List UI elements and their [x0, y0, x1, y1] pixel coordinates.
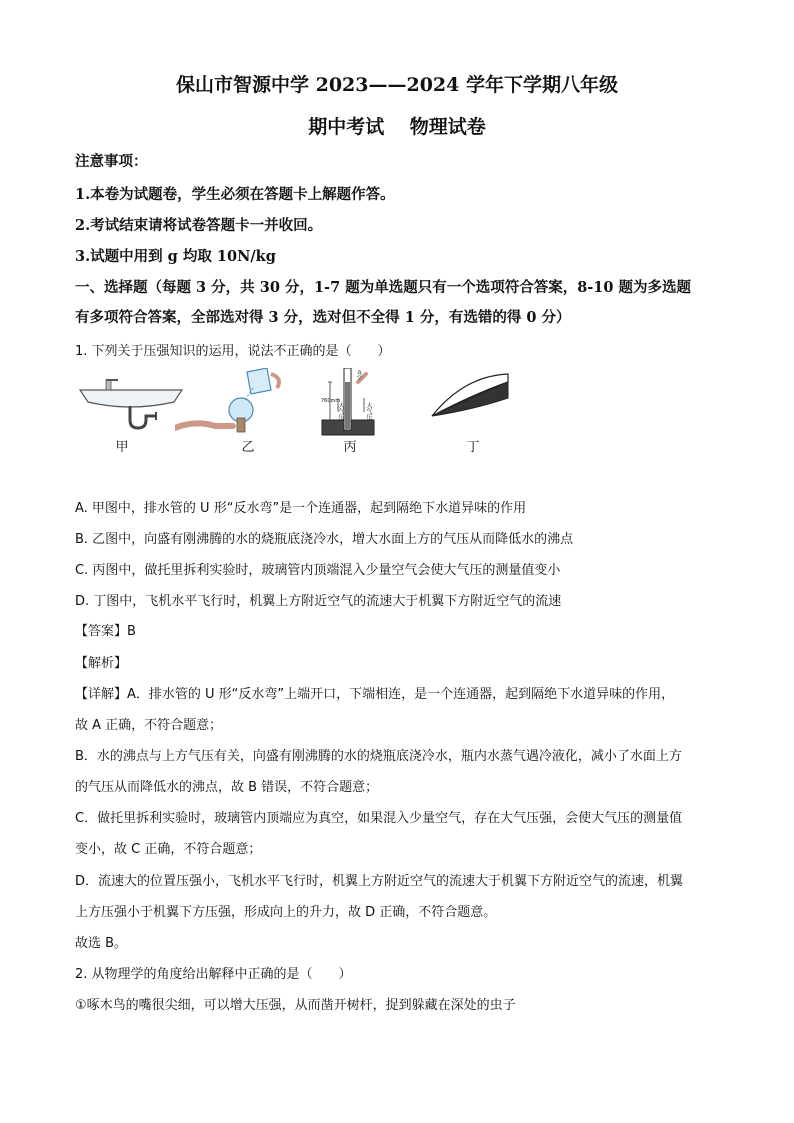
figure-label-yi: 乙: [241, 440, 255, 455]
q1-detail-line: 上方压强小于机翼下方压强，形成向上的升力，故 D 正确，不符合题意。: [75, 905, 497, 920]
flask-figure: [175, 368, 290, 440]
q1-option-b: B. 乙图中，向盛有刚沸腾的水的烧瓶底浇冷水，增大水面上方的气压从而降低水的沸点: [75, 532, 574, 547]
q1-detail-line: 【详解】A．排水管的 U 形“反水弯”上端开口，下端相连，是一个连通器，起到隔绝下水道异味的作用，: [75, 687, 675, 702]
sink-figure: [78, 368, 188, 436]
vacuum-label: 真空: [356, 370, 362, 380]
exam-title-line1: 保山市智源中学 2023——2024 学年下学期八年级: [176, 74, 618, 96]
notes-heading: 注意事项：: [75, 153, 148, 170]
exam-title-line2: 期中考试 物理试卷: [308, 116, 486, 138]
q1-answer: 【答案】B: [75, 624, 136, 639]
figure-label-bing: 丙: [343, 440, 357, 455]
figure-label-ding: 丁: [466, 440, 480, 455]
q1-option-c: C. 丙图中，做托里拆利实验时，玻璃管内顶端混入少量空气会使大气压的测量值变小: [75, 563, 561, 578]
wing-figure: [428, 368, 514, 426]
q1-detail-line: 故 A 正确，不符合题意；: [75, 718, 223, 733]
note-3: 3.试题中用到 g 均取 10N/kg: [75, 248, 276, 265]
q1-detail-line: B．水的沸点与上方气压有关，向盛有刚沸腾的水的烧瓶底浇冷水，瓶内水蒸气遇冷液化，减小了水面上方: [75, 749, 682, 764]
q2-stem: 2. 从物理学的角度给出解释中正确的是（ ）: [75, 967, 352, 982]
q1-detail-line: 变小，故 C 正确，不符合题意；: [75, 842, 262, 857]
q2-item-1: ①啄木鸟的嘴很尖细，可以增大压强，从而凿开树杆，捉到躲藏在深处的虫子: [75, 998, 516, 1013]
q1-detail-line: C．做托里拆利实验时，玻璃管内顶端应为真空，如果混入少量空气，存在大气压强，会使大气压的测量值: [75, 811, 683, 826]
note-1: 1.本卷为试题卷，学生必须在答题卡上解题作答。: [75, 186, 395, 203]
height-760mm-label: 760mm: [321, 398, 341, 404]
section1-line2: 有多项符合答案，全部选对得 3 分，选对但不全得 1 分，有选错的得 0 分）: [75, 309, 571, 326]
q1-detail-line: 的气压从而降低水的沸点，故 B 错误，不符合题意；: [75, 780, 379, 795]
section1-line1: 一、选择题（每题 3 分，共 30 分，1-7 题为单选题只有一个选项符合答案，8-10 题为多选题: [75, 279, 692, 296]
atm-left-label: 大气压: [337, 402, 344, 420]
q1-detail-line: D．流速大的位置压强小，飞机水平飞行时，机翼上方附近空气的流速大于机翼下方附近空气的流速，机翼: [75, 874, 684, 889]
note-2: 2.考试结束请将试卷答题卡一并收回。: [75, 217, 323, 234]
q1-option-a: A. 甲图中，排水管的 U 形“反水弯”是一个连通器，起到隔绝下水道异味的作用: [75, 501, 527, 516]
q1-stem: 1. 下列关于压强知识的运用，说法不正确的是（ ）: [75, 344, 391, 359]
atm-right-label: 大气压: [365, 402, 372, 420]
q1-option-d: D. 丁图中，飞机水平飞行时，机翼上方附近空气的流速大于机翼下方附近空气的流速: [75, 594, 562, 609]
figure-label-jia: 甲: [115, 440, 129, 455]
q1-conclusion: 故选 B。: [75, 936, 128, 951]
q1-analysis-tag: 【解析】: [75, 656, 128, 671]
